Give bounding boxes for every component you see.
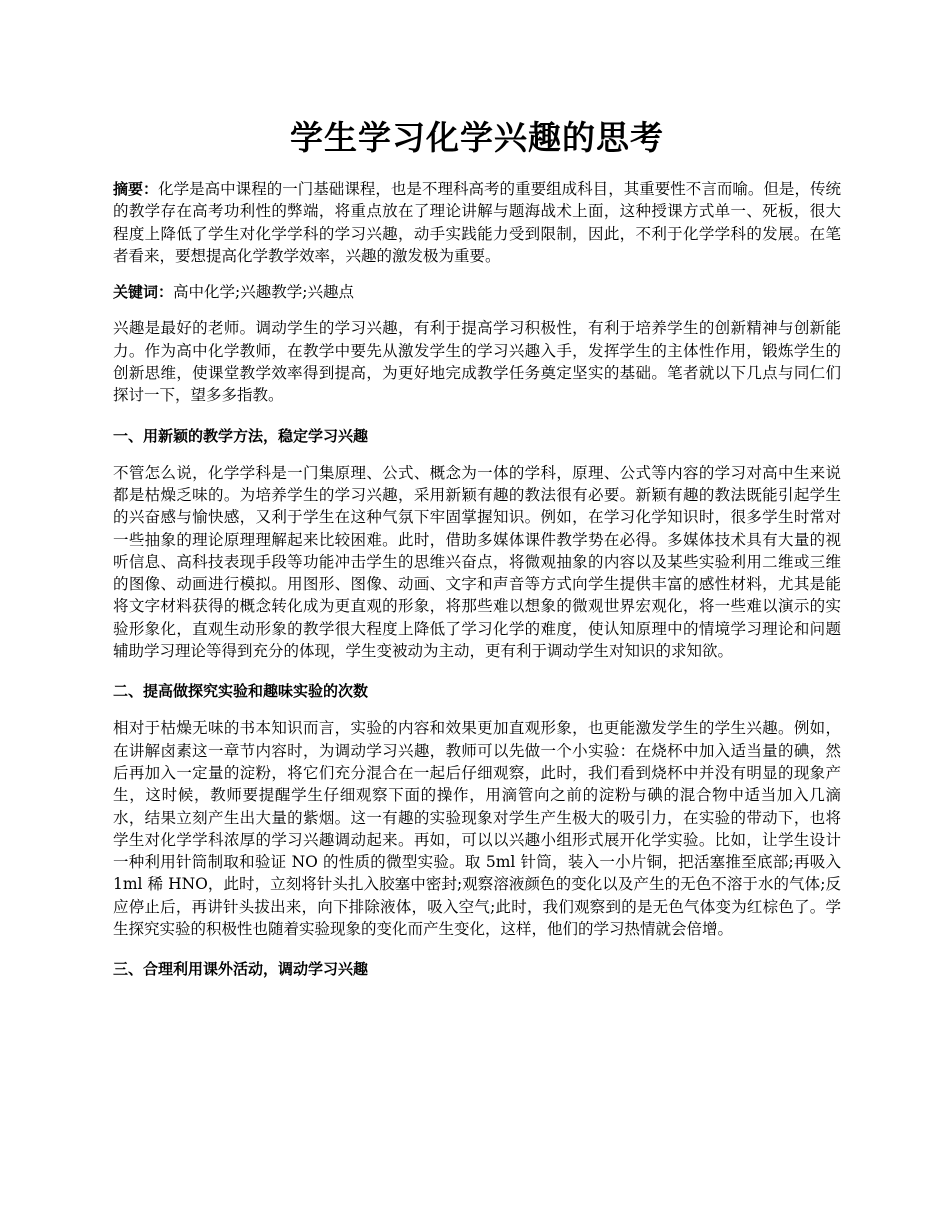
intro-paragraph: 兴趣是最好的老师。调动学生的学习兴趣，有利于提高学习积极性，有利于培养学生的创新精神与创新能力。作为高中化学教师，在教学中要先从激发学生的学习兴趣入手，发挥学生的主体性作用，锻炼学生的创新思维，使课堂教学效率得到提高，为更好地完成教学任务奠定坚实的基础。笔者就以下几点与同仁们探讨一下，望多多指教。 [113,319,841,405]
document-title: 学生学习化学兴趣的思考 [290,118,664,157]
document-page [113,0,841,980]
abstract-label: 摘要： [113,180,159,198]
section-heading-3: 三、合理利用课外活动，调动学习兴趣 [113,960,369,979]
section-heading-2: 二、提高做探究实验和趣味实验的次数 [113,682,369,701]
section-heading-1: 一、用新颖的教学方法，稳定学习兴趣 [113,426,369,445]
section-paragraph-2: 相对于枯燥无味的书本知识而言，实验的内容和效果更加直观形象，也更能激发学生的学生兴趣。例如，在讲解卤素这一章节内容时，为调动学习兴趣，教师可以先做一个小实验：在烧杯中加入适当量的碘，然后再加入一定量的淀粉，将它们充分混合在一起后仔细观察，此时，我们看到烧杯中并没有明显的现象产生，这时候，教师要提醒学生仔细观察下面的操作，用滴管向之前的淀粉与碘的混合物中适当加入几滴水，结果立刻产生出大量的紫烟。这一有趣的实验现象对学生产生极大的吸引力，在实验的带动下，也将学生对化学学科浓厚的学习兴趣调动起来。再如，可以以兴趣小组形式展开化学实验。比如，让学生设计一种利用针筒制取和验证 NO 的性质的微型实验。取 5ml 针筒，装入一小片铜，把活塞推至底部;再吸入 1ml 稀 HNO，此时，立刻将针头扎入胶塞中密封;观察溶液颜色的变化以及产生的无色不溶于水的气体;反应停止后，再讲针头拔出来，向下排除液体，吸入空气;此时，我们观察到的是无色气体变为红棕色了。学生探究实验的积极性也随着实验现象的变化而产生变化，这样，他们的学习热情就会倍增。 [113,719,841,939]
keywords-text: 高中化学;兴趣教学;兴趣点 [173,283,354,302]
abstract-text: 化学是高中课程的一门基础课程，也是不理科高考的重要组成科目，其重要性不言而喻。但是，传统的教学存在高考功利性的弊端，将重点放在了理论讲解与题海战术上面，这种授课方式单一、死板，很大程度上降低了学生对化学学科的学习兴趣，动手实践能力受到限制，因此，不利于化学学科的发展。在笔者看来，要想提高化学教学效率，兴趣的激发极为重要。 [113,180,841,265]
keywords-paragraph [113,281,841,303]
section-paragraph-1: 不管怎么说，化学学科是一门集原理、公式、概念为一体的学科，原理、公式等内容的学习对高中生来说都是枯燥乏味的。为培养学生的学习兴趣，采用新颖有趣的教法很有必要。新颖有趣的教法既能引起学生的兴奋感与愉快感，又利于学生在这种气氛下牢固掌握知识。例如，在学习化学知识时，很多学生时常对一些抽象的理论原理理解起来比较困难。此时，借助多媒体课件教学势在必得。多媒体技术具有大量的视听信息、高科技表现手段等功能冲击学生的思维兴奋点，将微观抽象的内容以及某些实验利用二维或三维的图像、动画进行模拟。用图形、图像、动画、文字和声音等方式向学生提供丰富的感性材料，尤其是能将文字材料获得的概念转化成为更直观的形象，将那些难以想象的微观世界宏观化，将一些难以演示的实验形象化，直观生动形象的教学很大程度上降低了学习化学的难度，使认知原理中的情境学习理论和问题辅助学习理论等得到充分的体现，学生变被动为主动，更有利于调动学生对知识的求知欲。 [113,463,841,661]
abstract-paragraph [113,178,841,267]
keywords-label: 关键词： [113,283,174,302]
